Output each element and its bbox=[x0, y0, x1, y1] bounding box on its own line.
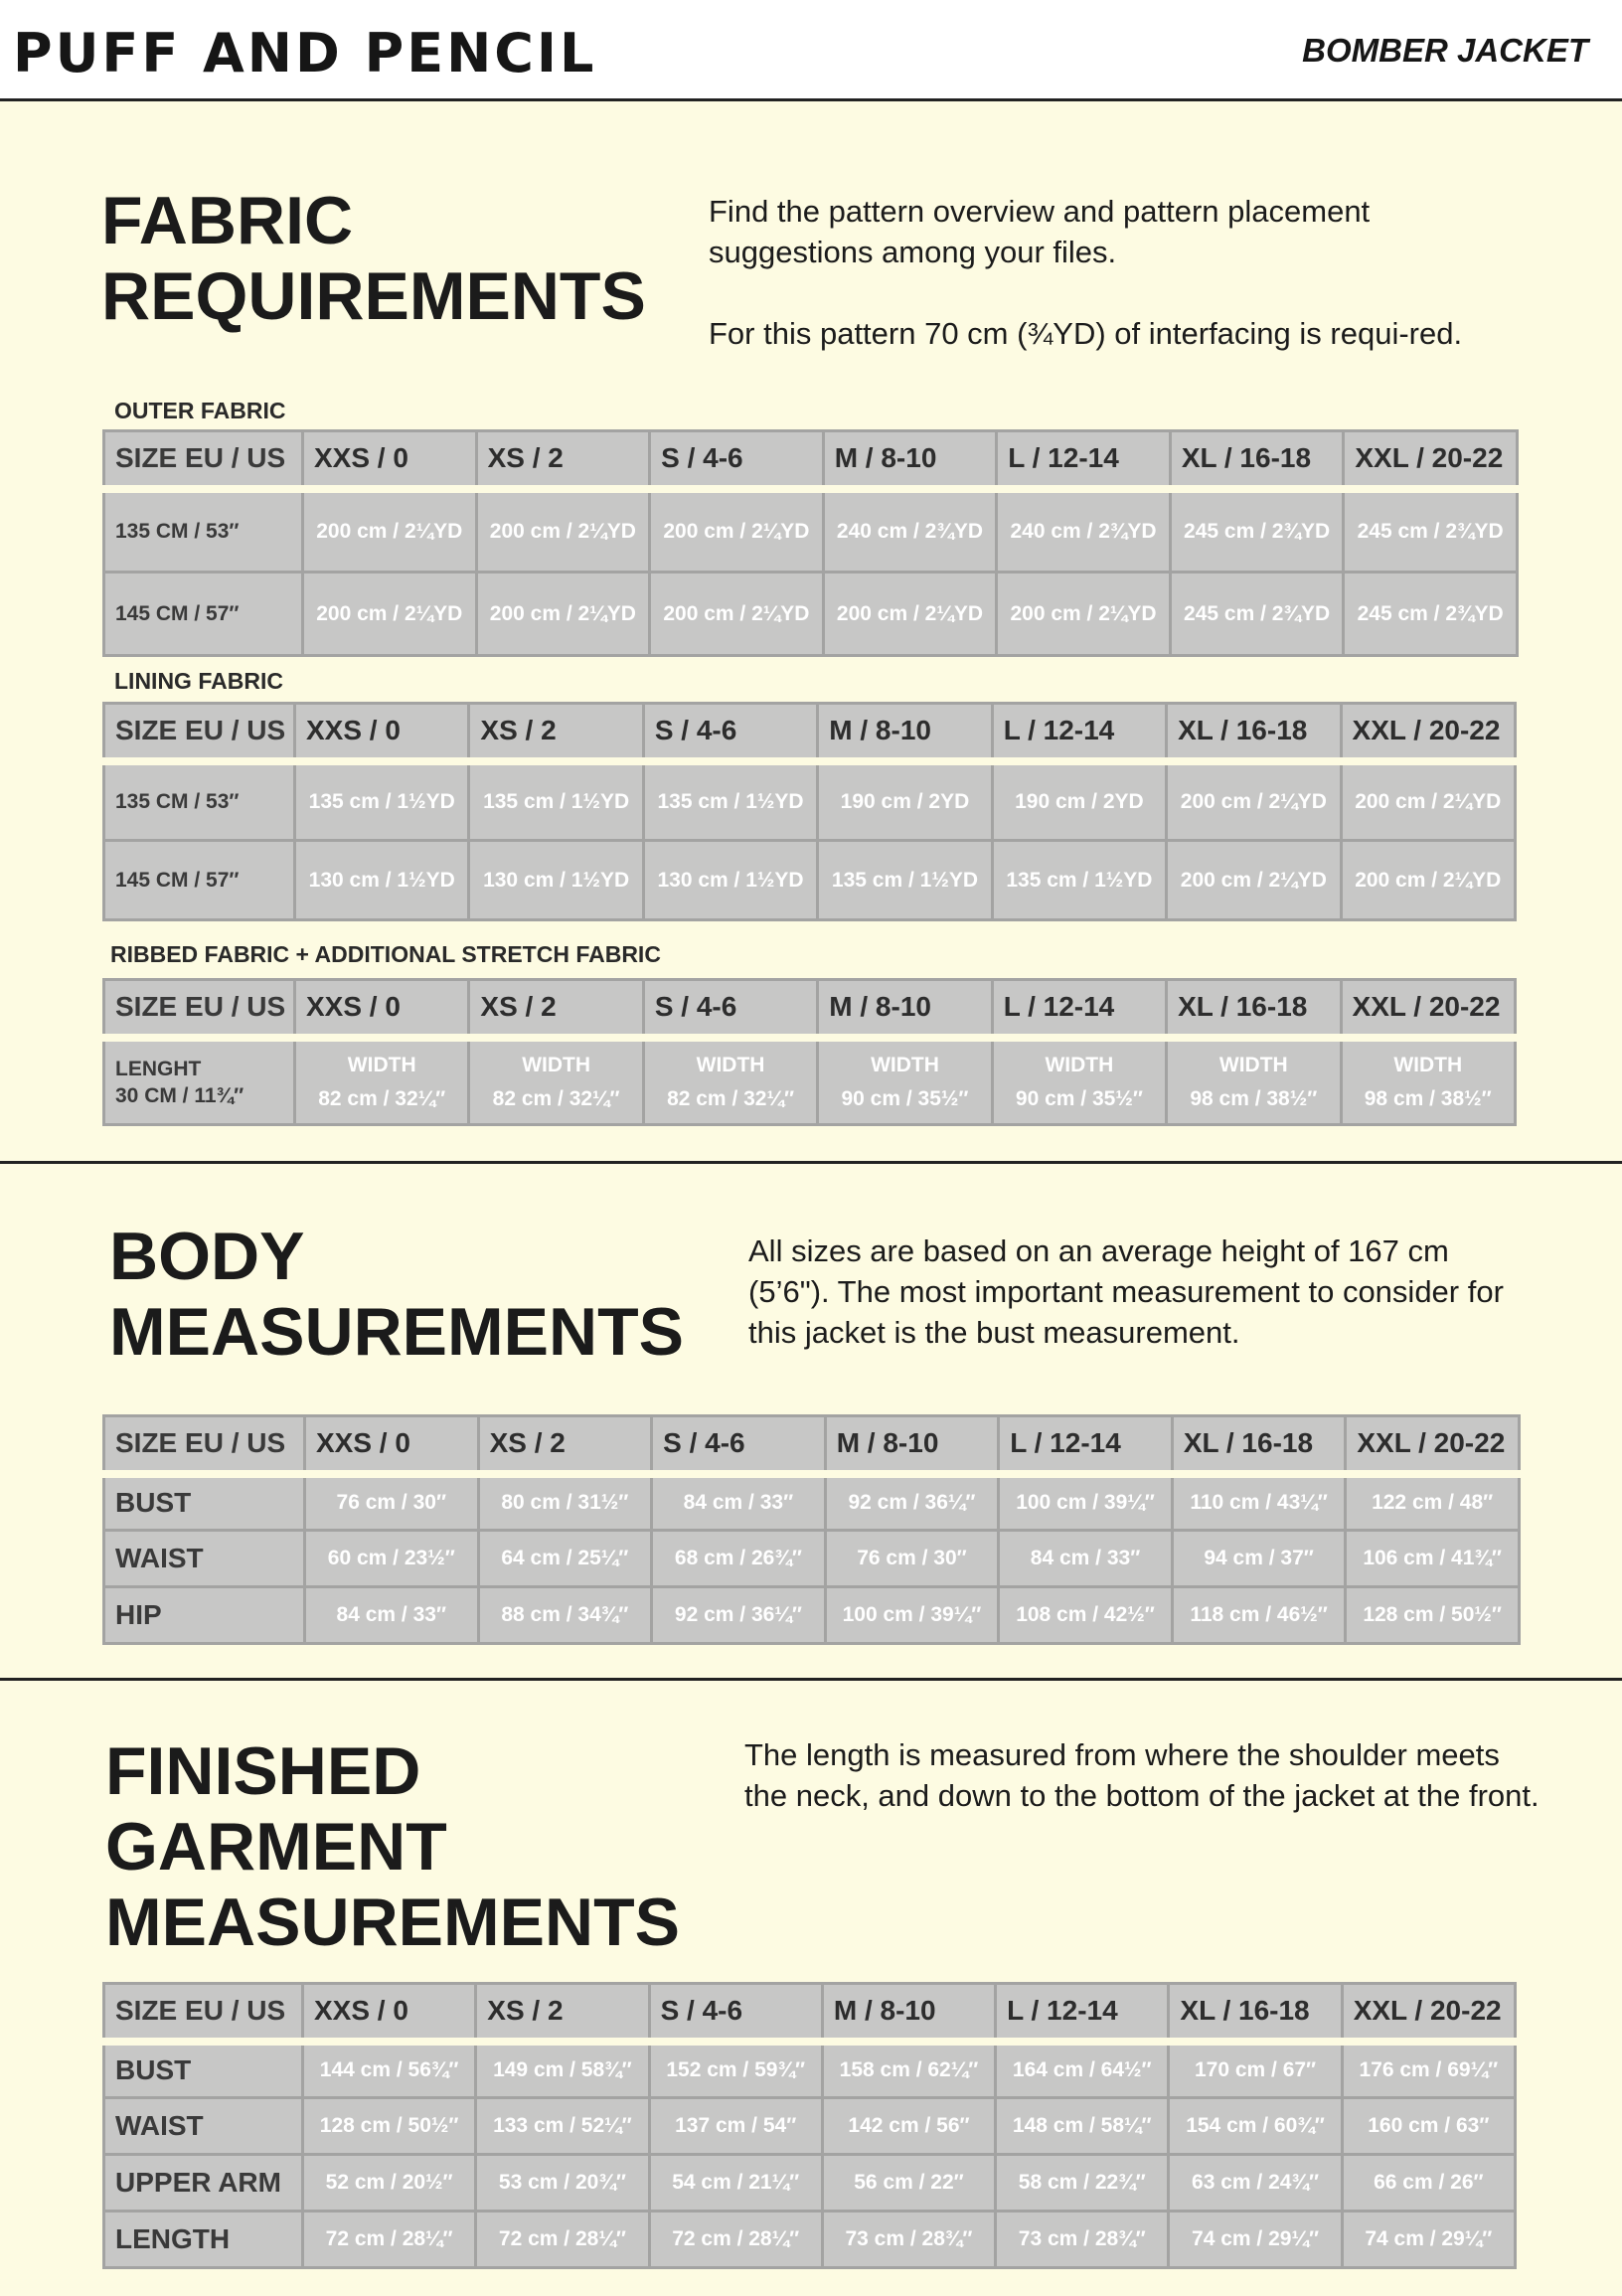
value-cell: 200 cm / 2¼YD bbox=[303, 489, 477, 573]
table-header-row bbox=[104, 431, 1518, 489]
value-cell: WIDTH 98 cm / 38½″ bbox=[1341, 1038, 1515, 1125]
table-row bbox=[104, 573, 1518, 656]
finished-garment-title: FINISHED GARMENT MEASUREMENTS bbox=[105, 1733, 681, 1960]
size-cell: M / 8-10 bbox=[818, 704, 992, 761]
value-cell: 63 cm / 24¾″ bbox=[1169, 2155, 1342, 2212]
lining-fabric-label: LINING FABRIC bbox=[114, 668, 283, 694]
fabric-requirements-title: FABRIC REQUIREMENTS bbox=[101, 183, 646, 334]
value-cell: 64 cm / 25¼″ bbox=[478, 1531, 652, 1587]
row-label: LENGTH bbox=[104, 2212, 303, 2268]
value-cell: WIDTH 90 cm / 35½″ bbox=[992, 1038, 1166, 1125]
value-cell: 200 cm / 2¼YD bbox=[476, 489, 650, 573]
row-label: UPPER ARM bbox=[104, 2155, 303, 2212]
size-cell: M / 8-10 bbox=[823, 431, 997, 489]
value-cell: 130 cm / 1½YD bbox=[643, 841, 817, 920]
size-cell: L / 12-14 bbox=[996, 1984, 1169, 2042]
value-cell: 108 cm / 42½″ bbox=[999, 1587, 1173, 1644]
value-cell: 72 cm / 28¼″ bbox=[649, 2212, 822, 2268]
value-cell: 84 cm / 33″ bbox=[999, 1531, 1173, 1587]
row-label: LENGHT 30 CM / 11¾″ bbox=[104, 1038, 295, 1125]
value-cell: 200 cm / 2¼YD bbox=[476, 573, 650, 656]
finished-garment-table bbox=[102, 1982, 1517, 2269]
size-header-cell: SIZE EU / US bbox=[104, 980, 295, 1038]
value-cell: 76 cm / 30″ bbox=[305, 1474, 479, 1531]
table-row bbox=[104, 1587, 1520, 1644]
value-cell: 200 cm / 2¼YD bbox=[997, 573, 1171, 656]
value-cell: 122 cm / 48″ bbox=[1346, 1474, 1520, 1531]
value-cell: 84 cm / 33″ bbox=[305, 1587, 479, 1644]
size-cell: M / 8-10 bbox=[825, 1416, 999, 1474]
value-cell: 72 cm / 28¼″ bbox=[303, 2212, 476, 2268]
value-cell: 74 cm / 29¼″ bbox=[1169, 2212, 1342, 2268]
value-cell: 200 cm / 2¼YD bbox=[303, 573, 477, 656]
size-header-cell: SIZE EU / US bbox=[104, 431, 303, 489]
value-cell: 73 cm / 28¾″ bbox=[822, 2212, 995, 2268]
size-cell: XXS / 0 bbox=[303, 431, 477, 489]
value-cell: WIDTH 90 cm / 35½″ bbox=[818, 1038, 992, 1125]
size-cell: XXL / 20-22 bbox=[1342, 1984, 1515, 2042]
table-header-row bbox=[104, 1984, 1516, 2042]
size-cell: S / 4-6 bbox=[649, 1984, 822, 2042]
value-cell: 245 cm / 2¾YD bbox=[1170, 573, 1344, 656]
value-cell: WIDTH 98 cm / 38½″ bbox=[1167, 1038, 1341, 1125]
size-cell: XXS / 0 bbox=[295, 980, 469, 1038]
value-cell: 245 cm / 2¾YD bbox=[1170, 489, 1344, 573]
size-header-cell: SIZE EU / US bbox=[104, 1984, 303, 2042]
row-label: WAIST bbox=[104, 1531, 305, 1587]
size-cell: L / 12-14 bbox=[997, 431, 1171, 489]
value-cell: 149 cm / 58¾″ bbox=[476, 2042, 649, 2098]
value-cell: 92 cm / 36¼″ bbox=[652, 1587, 826, 1644]
table-header-row bbox=[104, 704, 1516, 761]
table-header-row bbox=[104, 1416, 1520, 1474]
value-cell: 84 cm / 33″ bbox=[652, 1474, 826, 1531]
size-cell: S / 4-6 bbox=[650, 431, 824, 489]
size-cell: XL / 16-18 bbox=[1167, 980, 1341, 1038]
size-cell: XXS / 0 bbox=[295, 704, 469, 761]
value-cell: 92 cm / 36¼″ bbox=[825, 1474, 999, 1531]
value-cell: 200 cm / 2¼YD bbox=[1341, 761, 1515, 841]
outer-fabric-label: OUTER FABRIC bbox=[114, 398, 286, 423]
brand-logo: PUFF AND PENCIL bbox=[13, 22, 597, 84]
size-cell: S / 4-6 bbox=[643, 704, 817, 761]
size-cell: XXL / 20-22 bbox=[1344, 431, 1518, 489]
value-cell: 72 cm / 28¼″ bbox=[476, 2212, 649, 2268]
table-row bbox=[104, 761, 1516, 841]
table-row bbox=[104, 1531, 1520, 1587]
value-cell: 118 cm / 46½″ bbox=[1172, 1587, 1346, 1644]
size-cell: XS / 2 bbox=[478, 1416, 652, 1474]
finished-garment-description: The length is measured from where the shoulder meets the neck, and down to the bottom of the jacket at the front. bbox=[744, 1737, 1540, 1813]
row-label: HIP bbox=[104, 1587, 305, 1644]
value-cell: 128 cm / 50½″ bbox=[1346, 1587, 1520, 1644]
value-cell: 135 cm / 1½YD bbox=[643, 761, 817, 841]
row-label: 145 CM / 57″ bbox=[104, 841, 295, 920]
value-cell: 200 cm / 2¼YD bbox=[1341, 841, 1515, 920]
value-cell: WIDTH 82 cm / 32¼″ bbox=[469, 1038, 643, 1125]
value-cell: 53 cm / 20¾″ bbox=[476, 2155, 649, 2212]
size-cell: S / 4-6 bbox=[652, 1416, 826, 1474]
value-cell: 135 cm / 1½YD bbox=[818, 841, 992, 920]
ribbed-fabric-table bbox=[102, 978, 1517, 1126]
value-cell: 58 cm / 22¾″ bbox=[996, 2155, 1169, 2212]
section-divider bbox=[0, 1678, 1622, 1681]
value-cell: 60 cm / 23½″ bbox=[305, 1531, 479, 1587]
value-cell: 54 cm / 21¼″ bbox=[649, 2155, 822, 2212]
size-cell: M / 8-10 bbox=[822, 1984, 995, 2042]
value-cell: 68 cm / 26¾″ bbox=[652, 1531, 826, 1587]
size-cell: XL / 16-18 bbox=[1170, 431, 1344, 489]
value-cell: 100 cm / 39¼″ bbox=[999, 1474, 1173, 1531]
value-cell: 170 cm / 67″ bbox=[1169, 2042, 1342, 2098]
value-cell: 106 cm / 41¾″ bbox=[1346, 1531, 1520, 1587]
lining-fabric-table bbox=[102, 702, 1517, 921]
value-cell: 144 cm / 56¾″ bbox=[303, 2042, 476, 2098]
value-cell: 110 cm / 43¼″ bbox=[1172, 1474, 1346, 1531]
value-cell: 164 cm / 64½″ bbox=[996, 2042, 1169, 2098]
size-cell: XXS / 0 bbox=[303, 1984, 476, 2042]
value-cell: WIDTH 82 cm / 32¼″ bbox=[643, 1038, 817, 1125]
size-cell: XS / 2 bbox=[469, 704, 643, 761]
value-cell: 80 cm / 31½″ bbox=[478, 1474, 652, 1531]
table-row bbox=[104, 841, 1516, 920]
value-cell: 158 cm / 62¼″ bbox=[822, 2042, 995, 2098]
value-cell: 245 cm / 2¾YD bbox=[1344, 573, 1518, 656]
value-cell: WIDTH 82 cm / 32¼″ bbox=[295, 1038, 469, 1125]
value-cell: 135 cm / 1½YD bbox=[295, 761, 469, 841]
size-cell: XXL / 20-22 bbox=[1346, 1416, 1520, 1474]
value-cell: 73 cm / 28¾″ bbox=[996, 2212, 1169, 2268]
value-cell: 160 cm / 63″ bbox=[1342, 2098, 1515, 2155]
fabric-requirements-description: Find the pattern overview and pattern placement suggestions among your files. For this pattern 70 cm (¾YD) of interfacing is requi-red. bbox=[709, 194, 1463, 351]
size-cell: XXL / 20-22 bbox=[1341, 980, 1515, 1038]
row-label: 145 CM / 57″ bbox=[104, 573, 303, 656]
body-measurements-table bbox=[102, 1414, 1521, 1645]
value-cell: 100 cm / 39¼″ bbox=[825, 1587, 999, 1644]
value-cell: 56 cm / 22″ bbox=[822, 2155, 995, 2212]
size-cell: L / 12-14 bbox=[992, 980, 1166, 1038]
size-cell: L / 12-14 bbox=[992, 704, 1166, 761]
size-cell: M / 8-10 bbox=[818, 980, 992, 1038]
value-cell: 128 cm / 50½″ bbox=[303, 2098, 476, 2155]
value-cell: 190 cm / 2YD bbox=[818, 761, 992, 841]
size-header-cell: SIZE EU / US bbox=[104, 1416, 305, 1474]
value-cell: 200 cm / 2¼YD bbox=[1167, 761, 1341, 841]
body-measurements-description: All sizes are based on an average height of 167 cm (5’6"). The most important measurement to consider for this jacket is the bust measurement. bbox=[748, 1233, 1504, 1350]
size-cell: XXL / 20-22 bbox=[1341, 704, 1515, 761]
size-cell: XXS / 0 bbox=[305, 1416, 479, 1474]
value-cell: 94 cm / 37″ bbox=[1172, 1531, 1346, 1587]
value-cell: 148 cm / 58¼″ bbox=[996, 2098, 1169, 2155]
value-cell: 130 cm / 1½YD bbox=[295, 841, 469, 920]
value-cell: 135 cm / 1½YD bbox=[469, 761, 643, 841]
value-cell: 137 cm / 54″ bbox=[649, 2098, 822, 2155]
ribbed-fabric-label: RIBBED FABRIC + ADDITIONAL STRETCH FABRIC bbox=[110, 941, 661, 967]
value-cell: 66 cm / 26″ bbox=[1342, 2155, 1515, 2212]
value-cell: 135 cm / 1½YD bbox=[992, 841, 1166, 920]
row-label: WAIST bbox=[104, 2098, 303, 2155]
value-cell: 142 cm / 56″ bbox=[822, 2098, 995, 2155]
body-measurements-title: BODY MEASUREMENTS bbox=[109, 1219, 685, 1370]
value-cell: 200 cm / 2¼YD bbox=[823, 573, 997, 656]
value-cell: 190 cm / 2YD bbox=[992, 761, 1166, 841]
value-cell: 200 cm / 2¼YD bbox=[1167, 841, 1341, 920]
value-cell: 74 cm / 29¼″ bbox=[1342, 2212, 1515, 2268]
size-cell: XL / 16-18 bbox=[1169, 1984, 1342, 2042]
section-divider bbox=[0, 1161, 1622, 1164]
table-row bbox=[104, 1038, 1516, 1125]
value-cell: 245 cm / 2¾YD bbox=[1344, 489, 1518, 573]
value-cell: 133 cm / 52¼″ bbox=[476, 2098, 649, 2155]
value-cell: 176 cm / 69¼″ bbox=[1342, 2042, 1515, 2098]
row-label: 135 CM / 53″ bbox=[104, 489, 303, 573]
size-cell: XS / 2 bbox=[469, 980, 643, 1038]
document-title: BOMBER JACKET bbox=[1302, 32, 1588, 69]
value-cell: 200 cm / 2¼YD bbox=[650, 489, 824, 573]
size-cell: XL / 16-18 bbox=[1167, 704, 1341, 761]
value-cell: 154 cm / 60¾″ bbox=[1169, 2098, 1342, 2155]
size-cell: S / 4-6 bbox=[643, 980, 817, 1038]
page-header bbox=[0, 0, 1622, 101]
size-cell: XL / 16-18 bbox=[1172, 1416, 1346, 1474]
size-cell: L / 12-14 bbox=[999, 1416, 1173, 1474]
table-row bbox=[104, 2042, 1516, 2098]
row-label: 135 CM / 53″ bbox=[104, 761, 295, 841]
value-cell: 240 cm / 2¾YD bbox=[823, 489, 997, 573]
table-row bbox=[104, 489, 1518, 573]
row-label: BUST bbox=[104, 1474, 305, 1531]
table-row bbox=[104, 2098, 1516, 2155]
table-row bbox=[104, 2212, 1516, 2268]
value-cell: 130 cm / 1½YD bbox=[469, 841, 643, 920]
table-row bbox=[104, 2155, 1516, 2212]
value-cell: 152 cm / 59¾″ bbox=[649, 2042, 822, 2098]
value-cell: 88 cm / 34¾″ bbox=[478, 1587, 652, 1644]
table-header-row bbox=[104, 980, 1516, 1038]
value-cell: 200 cm / 2¼YD bbox=[650, 573, 824, 656]
size-cell: XS / 2 bbox=[476, 431, 650, 489]
table-row bbox=[104, 1474, 1520, 1531]
value-cell: 76 cm / 30″ bbox=[825, 1531, 999, 1587]
size-cell: XS / 2 bbox=[476, 1984, 649, 2042]
row-label: BUST bbox=[104, 2042, 303, 2098]
value-cell: 240 cm / 2¾YD bbox=[997, 489, 1171, 573]
value-cell: 52 cm / 20½″ bbox=[303, 2155, 476, 2212]
size-header-cell: SIZE EU / US bbox=[104, 704, 295, 761]
outer-fabric-table bbox=[102, 429, 1519, 657]
